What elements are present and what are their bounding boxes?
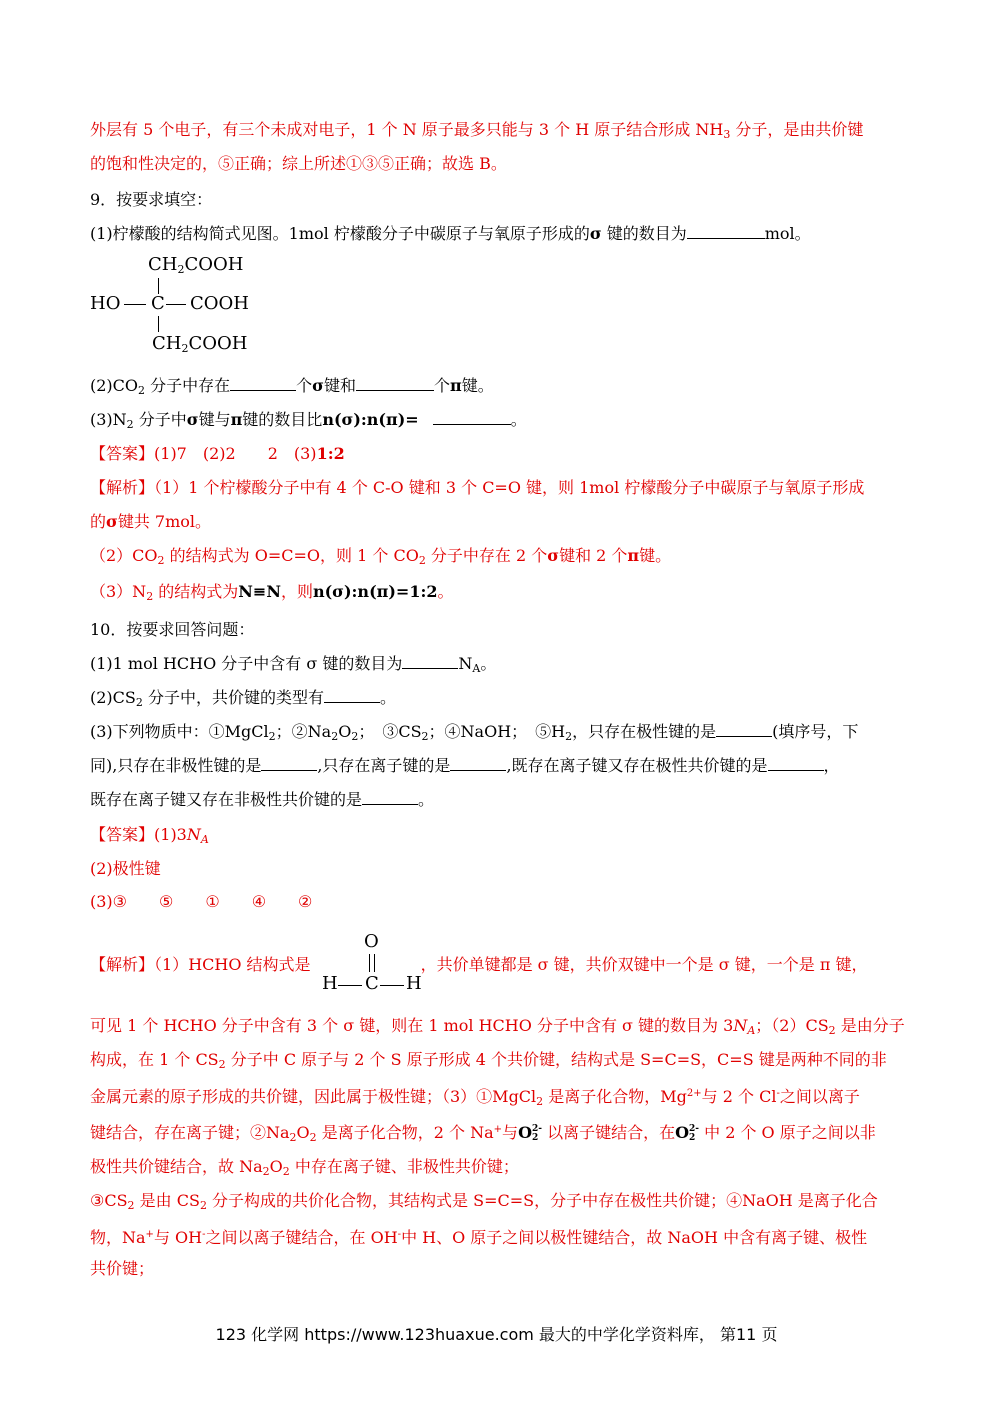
text: (1)3 <box>154 825 187 844</box>
answer-blank[interactable] <box>687 224 765 239</box>
text: N <box>186 825 201 844</box>
text: (3)③ ⑤ ① ④ ② <box>90 892 313 911</box>
subscript: 2 <box>199 1199 207 1212</box>
text: 键共 7mol。 <box>117 512 212 531</box>
explanation-line <box>90 546 671 571</box>
text: 键。 <box>639 546 672 565</box>
subscript: 2 <box>135 696 143 709</box>
explanation-line <box>90 1084 860 1112</box>
struct-bot <box>152 333 247 360</box>
text: H <box>406 973 422 994</box>
text: H <box>322 973 338 994</box>
text: 键的数目为 <box>601 224 687 243</box>
text: （3）N <box>90 582 147 601</box>
text: ，则 <box>280 582 313 601</box>
text: 以离子键结合，在 <box>542 1123 676 1142</box>
text: 是离子化合物，Mg <box>543 1087 687 1106</box>
text: 的饱和性决定的，⑤正确；综上所述①③⑤正确；故选 B。 <box>90 154 507 173</box>
text: 外层有 5 个电子，有三个未成对电子，1 个 N 原子最多只能与 3 个 H 原子结合形成 NH <box>90 120 724 139</box>
text: 。 <box>510 410 527 429</box>
double-bond-line <box>369 954 370 972</box>
answer-line <box>90 892 312 912</box>
text: (2)CO <box>90 376 139 395</box>
text: (1)7 (2)2 2 (3) <box>154 444 317 463</box>
text: 分子中 <box>133 410 187 429</box>
explanation-line <box>90 512 211 532</box>
text-line <box>90 154 507 174</box>
text: 分子，是由共价键 <box>730 120 864 139</box>
text: ,既存在离子键又存在极性共价键的是 <box>506 756 768 775</box>
subscript: 2 <box>351 730 359 743</box>
text: 中存在离子键、非极性共价键； <box>289 1157 519 1176</box>
explanation-line <box>90 1225 867 1248</box>
text: 与 OH <box>153 1228 203 1247</box>
text: 之间以离子 <box>779 1087 860 1106</box>
subscript: A <box>472 662 481 675</box>
subscript: 2 <box>536 1095 544 1108</box>
subscript: 2 <box>828 1024 836 1037</box>
bond-line <box>380 985 404 986</box>
text: 分子中存在 <box>145 376 231 395</box>
text: 10．按要求回答问题： <box>90 620 255 639</box>
text: O <box>338 722 352 741</box>
subscript: A <box>747 1024 756 1037</box>
answer-blank[interactable] <box>261 756 317 771</box>
bond-line <box>338 985 362 986</box>
text: O <box>675 1123 690 1142</box>
text: 键。 <box>461 376 494 395</box>
text: C <box>151 293 165 314</box>
bond-line <box>166 304 186 305</box>
text: O <box>364 931 379 952</box>
subscript: 2 <box>268 730 276 743</box>
answer-blank[interactable] <box>324 688 380 703</box>
text: ； ③CS <box>358 722 422 741</box>
text: COOH <box>188 333 248 354</box>
text: O <box>518 1123 532 1142</box>
text: （2）CO <box>90 546 158 565</box>
text-line <box>90 120 863 145</box>
text: 1:2 <box>316 444 345 463</box>
text: 键和 2 个 <box>559 546 628 565</box>
question-part <box>90 790 434 810</box>
subscript: 2 <box>532 1132 539 1143</box>
text: ③CS <box>90 1191 128 1210</box>
answer-line <box>90 444 345 464</box>
text: 构成，在 1 个 CS <box>90 1050 219 1069</box>
explanation-line <box>90 478 864 498</box>
answer-blank[interactable] <box>716 722 772 737</box>
superscript: 2+ <box>686 1088 702 1099</box>
text: C <box>365 973 379 994</box>
explanation-line <box>90 1016 905 1041</box>
superscript: + <box>145 1229 154 1240</box>
answer-blank[interactable] <box>433 410 511 425</box>
explanation-line <box>90 1050 887 1075</box>
peroxide-ion <box>675 1123 699 1142</box>
text: （1）HCHO 结构式是 <box>154 955 311 974</box>
explanation-line <box>90 582 454 607</box>
text: N <box>733 1016 748 1035</box>
question-part <box>90 410 527 435</box>
text: 个 <box>296 376 313 395</box>
question-part <box>90 688 396 713</box>
text: 键结合，存在离子键；②Na <box>90 1123 290 1142</box>
text: (1)柠檬酸的结构简式见图。1mol 柠檬酸分子中碳原子与氧原子形成的 <box>90 224 590 243</box>
text: (填序号，下 <box>772 722 859 741</box>
question-part <box>90 654 496 679</box>
answer-blank[interactable] <box>450 756 506 771</box>
text: 是由分子 <box>835 1016 905 1035</box>
hcho-h-left <box>322 973 338 995</box>
struct-top <box>148 254 243 281</box>
superscript: - <box>202 1229 206 1240</box>
hcho-carbon <box>365 973 379 995</box>
hcho-oxygen <box>364 931 379 953</box>
question-part <box>90 722 858 747</box>
text: N <box>458 654 473 673</box>
symbol: σ <box>589 224 602 243</box>
text: ；②Na <box>275 722 332 741</box>
question-part <box>90 756 840 776</box>
answer-line <box>90 825 209 850</box>
text: 9．按要求填空： <box>90 190 213 209</box>
text: 可见 1 个 HCHO 分子中含有 3 个 σ 键，则在 1 mol HCHO 分子中含有 σ 键的数目为 3 <box>90 1016 734 1035</box>
text: HO <box>90 293 121 314</box>
symbol: σ <box>312 376 324 395</box>
subscript: 2 <box>282 1165 290 1178</box>
answer-blank[interactable] <box>768 756 824 771</box>
question-title <box>90 620 254 640</box>
text: 同),只存在非极性键的是 <box>90 756 262 775</box>
text: COOH <box>190 293 249 314</box>
explanation-line <box>90 1120 876 1148</box>
struct-mid-left <box>90 293 120 315</box>
text: 的结构式为 <box>153 582 239 601</box>
text: 分子构成的共价化合物，其结构式是 S=C=S，分子中存在极性共价键；④NaOH 是离子化合 <box>206 1191 878 1210</box>
answer-blank[interactable] <box>356 376 434 391</box>
text: 分子中 C 原子与 2 个 S 原子形成 4 个共价键，结构式是 S=C=S，C=S 键是两种不同的非 <box>225 1050 887 1069</box>
subscript: 2 <box>146 590 154 603</box>
text: 金属元素的原子形成的共价键，因此属于极性键；（3）①MgCl <box>90 1087 537 1106</box>
question-part <box>90 376 494 401</box>
subscript: 2 <box>289 1131 297 1144</box>
text: O <box>296 1123 310 1142</box>
subscript: 2 <box>177 263 185 276</box>
answer-label: 【答案】 <box>90 444 155 463</box>
text: 中 2 个 O 原子之间以非 <box>699 1123 876 1142</box>
subscript: 2 <box>418 554 426 567</box>
superscript: + <box>493 1124 503 1135</box>
text: ；④NaOH； ⑤H <box>428 722 566 741</box>
text: 物，Na <box>90 1228 146 1247</box>
subscript: 2 <box>331 730 339 743</box>
text: ，共价单键都是 σ 键，共价双键中一个是 σ 键，一个是 π 键， <box>420 955 868 974</box>
structural-formula: N≡N <box>238 582 281 601</box>
text: 。 <box>379 688 396 707</box>
text: 键的数目比 <box>242 410 323 429</box>
answer-blank[interactable] <box>230 376 296 391</box>
text: (2)CS <box>90 688 136 707</box>
superscript: - <box>776 1088 780 1099</box>
text: ,只存在离子键的是 <box>317 756 451 775</box>
text: 。 <box>480 654 497 673</box>
text: 与 <box>502 1123 519 1142</box>
subscript: 3 <box>723 128 731 141</box>
text: 个 <box>433 376 450 395</box>
text: 。 <box>437 582 454 601</box>
superscript: 2- <box>532 1123 542 1134</box>
subscript: 2 <box>309 1131 317 1144</box>
hcho-h-right <box>406 973 422 995</box>
question-part <box>90 224 811 244</box>
subscript: 2 <box>181 342 189 355</box>
text: (1)1 mol HCHO 分子中含有 σ 键的数目为 <box>90 654 403 673</box>
text: 共价键； <box>90 1259 155 1278</box>
superscript: 2- <box>689 1123 700 1134</box>
question-title <box>90 190 212 210</box>
subscript: A <box>200 833 209 846</box>
text: 是离子化合物，2 个 Na <box>316 1123 494 1142</box>
text: (2)极性键 <box>90 859 161 878</box>
text: 分子中存在 2 个 <box>425 546 548 565</box>
answer-blank[interactable] <box>402 654 458 669</box>
text: 。 <box>418 790 435 809</box>
peroxide-ion <box>518 1123 542 1142</box>
bond-line <box>124 304 146 305</box>
explanation-label: 【解析】 <box>90 955 155 974</box>
text: （1）1 个柠檬酸分子中有 4 个 C-O 键和 3 个 C=O 键，则 1mol 柠檬酸分子中碳原子与氧原子形成 <box>154 478 865 497</box>
struct-mid-c <box>151 293 165 315</box>
symbol: σ <box>106 512 118 531</box>
answer-blank[interactable] <box>362 790 418 805</box>
text: ，只存在极性键的是 <box>572 722 717 741</box>
text: (3)N <box>90 410 127 429</box>
text: 键与 <box>198 410 231 429</box>
text: (3)下列物质中：①MgCl <box>90 722 269 741</box>
text: CH <box>148 254 178 275</box>
bond-line <box>158 278 159 294</box>
subscript: 2 <box>565 730 573 743</box>
explanation-line <box>90 955 867 975</box>
ratio-expression: n(σ):n(π)= <box>322 410 419 429</box>
symbol: σ <box>547 546 560 565</box>
answer-label: 【答案】 <box>90 825 155 844</box>
text: 键和 <box>323 376 356 395</box>
subscript: 2 <box>157 554 165 567</box>
subscript: 2 <box>127 1199 135 1212</box>
symbol: π <box>449 376 462 395</box>
symbol: σ <box>186 410 199 429</box>
text: CH <box>152 333 182 354</box>
text: mol。 <box>764 224 811 243</box>
subscript: 2 <box>138 384 146 397</box>
subscript: 2 <box>689 1132 696 1143</box>
text: 分子中，共价键的类型有 <box>142 688 324 707</box>
double-bond-line <box>374 954 375 972</box>
text: 的结构式为 O=C=O，则 1 个 CO <box>164 546 419 565</box>
explanation-line <box>90 1191 878 1216</box>
text: ；（2）CS <box>755 1016 829 1035</box>
subscript: 2 <box>262 1165 270 1178</box>
subscript: 2 <box>126 418 134 431</box>
answer-line <box>90 859 161 879</box>
page-footer: 123 化学网 https://www.123huaxue.com 最大的中学化学资料库， 第11 页 <box>215 1325 778 1344</box>
explanation-line <box>90 1157 519 1182</box>
superscript: - <box>397 1229 402 1240</box>
text: 中 H、O 原子之间以极性键结合，故 NaOH 中含有离子键、极性 <box>401 1228 868 1247</box>
bond-line <box>158 316 159 332</box>
text: 的 <box>90 512 107 531</box>
symbol: π <box>627 546 640 565</box>
ratio-expression: n(σ):n(π)=1:2 <box>312 582 438 601</box>
text: 与 2 个 Cl <box>701 1087 777 1106</box>
text: 是由 CS <box>134 1191 200 1210</box>
subscript: 2 <box>421 730 429 743</box>
text: 极性共价键结合，故 Na <box>90 1157 263 1176</box>
text: O <box>269 1157 283 1176</box>
symbol: π <box>230 410 243 429</box>
struct-mid-right <box>190 293 249 315</box>
text: COOH <box>184 254 244 275</box>
subscript: 2 <box>218 1058 226 1071</box>
text: 之间以离子键结合，在 OH <box>205 1228 398 1247</box>
text: 既存在离子键又存在非极性共价键的是 <box>90 790 363 809</box>
explanation-line <box>90 1259 154 1279</box>
explanation-label: 【解析】 <box>90 478 155 497</box>
text: ， <box>823 756 840 775</box>
